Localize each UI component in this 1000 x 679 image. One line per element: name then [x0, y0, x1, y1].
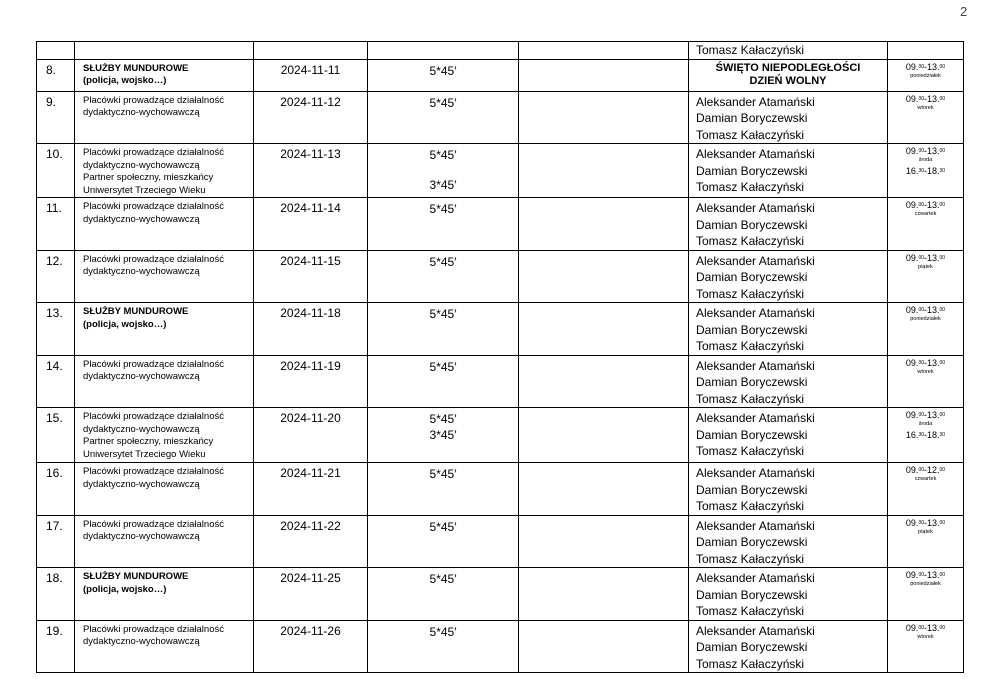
staff-cell: [689, 91, 888, 144]
hours-end: -13.: [924, 357, 940, 368]
hours-start: 09.: [905, 622, 919, 633]
hours-end-minutes: 30: [939, 432, 946, 438]
staff-name: Aleksander Atamański: [696, 411, 815, 425]
duration-value: 5*45′: [429, 359, 457, 374]
hours-end: -13.: [924, 252, 940, 263]
row-number-cell: 11.: [37, 198, 75, 251]
row-number-cell: 17.: [37, 515, 75, 568]
duration-value: 5*45′: [429, 63, 457, 78]
organization-line: dydaktyczno-wychowawczą: [83, 107, 200, 118]
empty-cell: [519, 355, 689, 408]
organization-cell: [75, 250, 254, 303]
hours-end-minutes: 00: [939, 95, 946, 102]
duration-value: 5*45′: [429, 202, 457, 216]
staff-cell: [689, 250, 888, 303]
hours-start-minutes: 00: [918, 624, 924, 631]
hours-end: -13.: [924, 200, 940, 210]
organization-cell: [75, 620, 254, 673]
date-cell: 2024-11-12: [254, 91, 368, 144]
staff-name: Damian Boryczewski: [696, 163, 808, 178]
duration-value: 3*45′: [429, 428, 457, 442]
hours-range: [888, 465, 963, 475]
staff-name: Damian Boryczewski: [696, 270, 808, 284]
hours-start: 09.: [905, 200, 919, 210]
duration-value: 5*45′: [429, 307, 457, 321]
organization-line: dydaktyczno-wychowawczą: [83, 266, 200, 277]
table-row: [37, 59, 964, 91]
row-number-cell: 15.: [37, 408, 75, 463]
hours-end: -18.: [924, 166, 940, 176]
staff-name: Damian Boryczewski: [696, 111, 808, 125]
weekday-label: poniedziałek: [910, 316, 941, 322]
duration-cell: [368, 620, 519, 673]
duration-value: 5*45′: [429, 254, 457, 269]
duration-cell: [368, 463, 519, 516]
organization-line: Placówki prowadzące działalność: [83, 518, 224, 530]
row-number-cell: 16.: [37, 463, 75, 516]
hours-end-minutes: 00: [939, 63, 946, 70]
staff-name: Tomasz Kałaczyński: [696, 43, 805, 57]
staff-name: Damian Boryczewski: [696, 640, 808, 654]
empty-cell: [519, 144, 689, 198]
organization-line: Placówki prowadzące działalność: [83, 623, 224, 635]
hours-start-minutes: 00: [918, 254, 924, 261]
weekday-label: poniedziałek: [910, 72, 941, 79]
staff-name: Aleksander Atamański: [696, 623, 815, 638]
hours-end: -13.: [924, 517, 940, 528]
duration-value: 5*45′: [429, 467, 457, 481]
hours-end: -13.: [924, 305, 940, 315]
hours-end: -12.: [924, 465, 940, 475]
empty-cell: [519, 620, 689, 673]
organization-line: dydaktyczno-wychowawczą: [83, 636, 200, 647]
table-row: [37, 463, 964, 516]
organization-line: Placówki prowadzące działalność: [83, 253, 224, 265]
staff-cell: [689, 620, 888, 673]
hours-start-minutes: 00: [918, 63, 924, 70]
hours-range: [888, 62, 963, 72]
table-row: [37, 144, 964, 198]
table-row: [37, 515, 964, 568]
staff-name: Aleksander Atamański: [696, 147, 815, 161]
hours-range: [888, 253, 963, 263]
empty-cell: [519, 568, 689, 621]
hours-start: 16.: [905, 166, 919, 176]
row-number-cell: 13.: [37, 303, 75, 356]
date-cell: [254, 42, 368, 60]
staff-name: Damian Boryczewski: [696, 427, 808, 442]
hours-start: 16.: [905, 430, 919, 440]
organization-line: Placówki prowadzące działalność: [83, 147, 224, 158]
organization-line: SŁUŻBY MUNDUROWE: [83, 306, 189, 317]
duration-cell: [368, 408, 519, 463]
hours-range: [888, 410, 963, 420]
time-cell: [888, 91, 964, 144]
hours-start-minutes: 00: [918, 307, 924, 313]
duration-value: 5*45′: [429, 95, 457, 110]
holiday-cell: [689, 59, 888, 91]
time-cell: [888, 568, 964, 621]
staff-cell: [689, 463, 888, 516]
hours-end-minutes: 00: [939, 148, 946, 154]
hours-range: [888, 518, 963, 528]
staff-name: Aleksander Atamański: [696, 253, 815, 268]
hours-start-minutes: 00: [918, 202, 924, 208]
staff-name: Aleksander Atamański: [696, 94, 815, 109]
staff-name: Tomasz Kałaczyński: [696, 656, 805, 671]
organization-line: Placówki prowadzące działalność: [83, 411, 224, 422]
hours-start-minutes: 00: [918, 519, 924, 526]
date-cell: 2024-11-19: [254, 355, 368, 408]
duration-cell: [368, 198, 519, 251]
hours-start: 09.: [905, 465, 919, 475]
date-cell: 2024-11-22: [254, 515, 368, 568]
hours-end-minutes: 00: [939, 519, 946, 526]
duration-cell: [368, 303, 519, 356]
hours-start-minutes: 30: [918, 168, 924, 174]
schedule-table: [36, 41, 964, 673]
staff-cell: [689, 568, 888, 621]
hours-end: -13.: [924, 570, 940, 580]
row-number-cell: 8.: [37, 59, 75, 91]
staff-name: Tomasz Kałaczyński: [696, 551, 805, 566]
table-row: [37, 568, 964, 621]
organization-cell: [75, 568, 254, 621]
staff-name: Tomasz Kałaczyński: [696, 286, 805, 301]
row-number-cell: 10.: [37, 144, 75, 198]
hours-end: -13.: [924, 61, 940, 72]
duration-value: 3*45′: [429, 178, 457, 192]
organization-cell: [75, 144, 254, 198]
hours-range-second: [888, 430, 963, 440]
hours-range: [888, 570, 963, 580]
date-cell: 2024-11-15: [254, 250, 368, 303]
organization-line: dydaktyczno-wychowawczą: [83, 159, 200, 171]
organization-line: dydaktyczno-wychowawczą: [83, 478, 200, 490]
weekday-label: czwartek: [914, 476, 937, 482]
table-row: [37, 198, 964, 251]
staff-name: Tomasz Kałaczyński: [696, 127, 805, 142]
organization-cell: [75, 463, 254, 516]
duration-spacer: [368, 163, 518, 177]
hours-end-minutes: 00: [939, 307, 946, 313]
organization-line: SŁUŻBY MUNDUROWE: [83, 571, 189, 582]
hours-range-second: [888, 166, 963, 176]
staff-name: Damian Boryczewski: [696, 375, 808, 389]
empty-cell: [519, 91, 689, 144]
hours-end: -13.: [924, 93, 940, 104]
date-cell: 2024-11-25: [254, 568, 368, 621]
hours-range: [888, 146, 963, 156]
staff-name: Aleksander Atamański: [696, 571, 815, 585]
table-row: [37, 355, 964, 408]
staff-name: Tomasz Kałaczyński: [696, 499, 805, 513]
organization-line: dydaktyczno-wychowawczą: [83, 531, 200, 542]
organization-cell: [75, 42, 254, 60]
organization-cell: [75, 59, 254, 91]
date-cell: 2024-11-13: [254, 144, 368, 198]
duration-cell: [368, 355, 519, 408]
organization-line: Partner społeczny, mieszkańcy: [83, 436, 214, 447]
staff-cell: [689, 198, 888, 251]
hours-range: [888, 358, 963, 368]
duration-cell: [368, 568, 519, 621]
empty-cell: [519, 515, 689, 568]
hours-end-minutes: 00: [939, 359, 946, 366]
holiday-label: DZIEŃ WOLNY: [749, 74, 827, 87]
staff-name: Aleksander Atamański: [696, 201, 815, 215]
duration-value: 5*45′: [429, 572, 457, 586]
hours-end-minutes: 00: [939, 202, 946, 208]
time-cell: [888, 620, 964, 673]
row-number-cell: [37, 42, 75, 60]
organization-line: Placówki prowadzące działalność: [83, 466, 224, 477]
hours-end-minutes: 00: [939, 572, 946, 578]
hours-end-minutes: 00: [939, 412, 946, 418]
row-number-cell: 9.: [37, 91, 75, 144]
weekday-label: wtorek: [917, 104, 934, 111]
duration-cell: [368, 42, 519, 60]
duration-cell: [368, 144, 519, 198]
empty-cell: [519, 59, 689, 91]
date-cell: 2024-11-26: [254, 620, 368, 673]
organization-cell: [75, 355, 254, 408]
hours-range: [888, 623, 963, 633]
organization-line: Uniwersytet Trzeciego Wieku: [83, 184, 206, 196]
staff-name: Aleksander Atamański: [696, 466, 815, 480]
weekday-label: piątek: [918, 528, 933, 535]
organization-line: dydaktyczno-wychowawczą: [83, 371, 200, 382]
time-cell: [888, 198, 964, 251]
hours-start: 09.: [905, 93, 919, 104]
organization-line: dydaktyczno-wychowawczą: [83, 213, 200, 225]
staff-cell: [689, 42, 888, 60]
hours-start: 09.: [905, 146, 919, 156]
hours-start: 09.: [905, 305, 919, 315]
time-cell: [888, 250, 964, 303]
staff-name: Damian Boryczewski: [696, 587, 808, 602]
hours-start: 09.: [905, 357, 919, 368]
weekday-label: czwartek: [914, 211, 937, 217]
staff-name: Damian Boryczewski: [696, 535, 808, 549]
organization-line: Uniwersytet Trzeciego Wieku: [83, 448, 206, 460]
time-cell: [888, 355, 964, 408]
empty-cell: [519, 198, 689, 251]
empty-cell: [519, 303, 689, 356]
empty-cell: [519, 463, 689, 516]
organization-cell: [75, 303, 254, 356]
hours-end-minutes: 00: [939, 254, 946, 261]
table-row: [37, 408, 964, 463]
hours-end: -13.: [924, 410, 940, 420]
time-cell: [888, 59, 964, 91]
hours-start: 09.: [905, 61, 919, 72]
weekday-label: środa: [918, 157, 933, 163]
organization-line: Placówki prowadzące działalność: [83, 94, 224, 106]
table-row: [37, 250, 964, 303]
empty-cell: [519, 408, 689, 463]
hours-start: 09.: [905, 570, 919, 580]
hours-start-minutes: 00: [918, 572, 924, 578]
page-number: 2: [960, 4, 968, 19]
time-cell: [888, 408, 964, 463]
duration-value: 5*45′: [429, 148, 457, 162]
row-number-cell: 12.: [37, 250, 75, 303]
holiday-label: ŚWIĘTO NIEPODLEGŁOŚCI: [715, 61, 861, 74]
staff-name: Damian Boryczewski: [696, 322, 808, 337]
organization-line: Placówki prowadzące działalność: [83, 201, 224, 212]
organization-line: (policja, wojsko…): [83, 75, 167, 86]
organization-cell: [75, 91, 254, 144]
hours-start-minutes: 00: [918, 359, 924, 366]
table-row: [37, 91, 964, 144]
staff-name: Damian Boryczewski: [696, 482, 808, 497]
staff-name: Tomasz Kałaczyński: [696, 180, 805, 194]
hours-start-minutes: 00: [918, 412, 924, 418]
staff-name: Aleksander Atamański: [696, 306, 815, 320]
duration-value: 5*45′: [429, 412, 457, 426]
weekday-label: wtorek: [917, 368, 934, 375]
hours-start: 09.: [905, 517, 919, 528]
duration-cell: [368, 91, 519, 144]
hours-end-minutes: 00: [939, 467, 946, 473]
organization-line: (policja, wojsko…): [83, 583, 167, 595]
organization-line: Partner społeczny, mieszkańcy: [83, 172, 214, 183]
duration-value: 5*45′: [429, 519, 457, 534]
staff-name: Aleksander Atamański: [696, 518, 815, 533]
organization-line: (policja, wojsko…): [83, 318, 167, 330]
staff-cell: [689, 355, 888, 408]
hours-end: -13.: [924, 146, 940, 156]
empty-cell: [519, 250, 689, 303]
organization-cell: [75, 408, 254, 463]
hours-start-minutes: 30: [918, 432, 924, 438]
organization-cell: [75, 198, 254, 251]
hours-range: [888, 305, 963, 315]
date-cell: 2024-11-11: [254, 59, 368, 91]
time-cell: [888, 515, 964, 568]
date-cell: 2024-11-21: [254, 463, 368, 516]
weekday-label: poniedziałek: [910, 581, 941, 587]
weekday-label: środa: [918, 421, 933, 427]
duration-cell: [368, 515, 519, 568]
hours-start: 09.: [905, 252, 919, 263]
weekday-label: wtorek: [917, 633, 934, 640]
row-number-cell: 18.: [37, 568, 75, 621]
hours-start-minutes: 00: [918, 148, 924, 154]
organization-line: Placówki prowadzące działalność: [83, 358, 224, 370]
staff-name: Aleksander Atamański: [696, 358, 815, 373]
staff-cell: [689, 303, 888, 356]
staff-name: Tomasz Kałaczyński: [696, 444, 805, 458]
staff-name: Tomasz Kałaczyński: [696, 604, 805, 618]
row-number-cell: 19.: [37, 620, 75, 673]
time-cell: [888, 42, 964, 60]
duration-cell: [368, 59, 519, 91]
row-number-cell: 14.: [37, 355, 75, 408]
staff-cell: [689, 515, 888, 568]
empty-cell: [519, 42, 689, 60]
time-cell: [888, 303, 964, 356]
hours-end-minutes: 30: [939, 168, 946, 174]
hours-end-minutes: 00: [939, 624, 946, 631]
staff-cell: [689, 408, 888, 463]
date-cell: 2024-11-14: [254, 198, 368, 251]
table-row: [37, 42, 964, 60]
organization-line: dydaktyczno-wychowawczą: [83, 423, 200, 435]
staff-name: Damian Boryczewski: [696, 217, 808, 232]
time-cell: [888, 463, 964, 516]
staff-name: Tomasz Kałaczyński: [696, 234, 805, 248]
hours-end: -18.: [924, 430, 940, 440]
organization-cell: [75, 515, 254, 568]
duration-cell: [368, 250, 519, 303]
weekday-label: piątek: [918, 263, 933, 270]
date-cell: 2024-11-18: [254, 303, 368, 356]
hours-start: 09.: [905, 410, 919, 420]
organization-line: SŁUŻBY MUNDUROWE: [83, 62, 189, 74]
duration-value: 5*45′: [429, 624, 457, 639]
hours-range: [888, 94, 963, 104]
staff-name: Tomasz Kałaczyński: [696, 339, 805, 353]
staff-name: Tomasz Kałaczyński: [696, 391, 805, 406]
hours-start-minutes: 00: [918, 467, 924, 473]
date-cell: 2024-11-20: [254, 408, 368, 463]
table-row: [37, 303, 964, 356]
staff-cell: [689, 144, 888, 198]
table-row: [37, 620, 964, 673]
time-cell: [888, 144, 964, 198]
hours-start-minutes: 00: [918, 95, 924, 102]
hours-range: [888, 200, 963, 210]
hours-end: -13.: [924, 622, 940, 633]
